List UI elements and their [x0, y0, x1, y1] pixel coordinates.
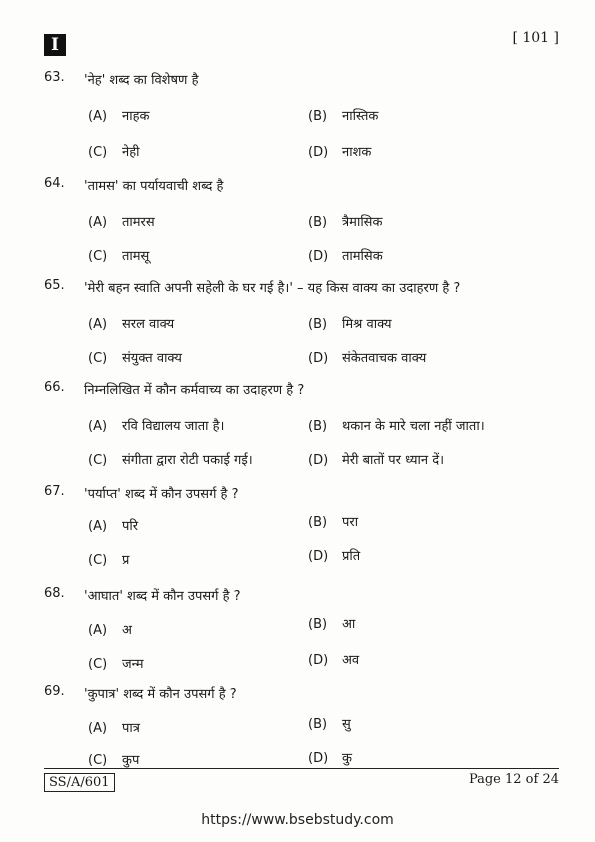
option-c: (C) जन्म: [88, 657, 144, 672]
option-d: (D) प्रति: [308, 549, 361, 564]
question-text: निम्नलिखित में कौन कर्मवाच्य का उदाहरण है ?: [84, 383, 305, 398]
option-d: (D) मेरी बातों पर ध्यान दें।: [308, 453, 445, 468]
option-b: (B) मिश्र वाक्य: [308, 317, 392, 332]
question-number: 69.: [44, 684, 65, 699]
option-a: (A) नाहक: [88, 109, 150, 124]
option-c: (C) नेही: [88, 145, 140, 160]
paper-code: SS/A/601: [44, 773, 115, 792]
option-c: (C) संगीता द्वारा रोटी पकाई गई।: [88, 453, 253, 468]
option-b: (B) सु: [308, 717, 351, 732]
option-a: (A) अ: [88, 623, 132, 638]
question-text: 'मेरी बहन स्वाति अपनी सहेली के घर गई है।' – यह किस वाक्य का उदाहरण है ?: [84, 281, 461, 296]
option-a: (A) सरल वाक्य: [88, 317, 175, 332]
question-number: 68.: [44, 586, 65, 601]
question-number: 65.: [44, 278, 65, 293]
option-a: (A) पात्र: [88, 721, 140, 736]
option-b: (B) नास्तिक: [308, 109, 379, 124]
question-number: 67.: [44, 484, 65, 499]
question-text: 'पर्याप्त' शब्द में कौन उपसर्ग है ?: [84, 487, 239, 502]
question-number: 66.: [44, 380, 65, 395]
option-d: (D) संकेतवाचक वाक्य: [308, 351, 427, 366]
option-d: (D) अव: [308, 653, 360, 668]
option-d: (D) नाशक: [308, 145, 372, 160]
option-a: (A) तामरस: [88, 215, 155, 230]
question-text: 'तामस' का पर्यायवाची शब्द है: [84, 179, 224, 194]
option-d: (D) तामसिक: [308, 249, 383, 264]
page-counter: Page 12 of 24: [468, 772, 559, 787]
option-c: (C) कुप: [88, 753, 140, 768]
footer-divider: [44, 768, 559, 769]
question-number: 63.: [44, 70, 65, 85]
option-b: (B) त्रैमासिक: [308, 215, 383, 230]
option-a: (A) रवि विद्यालय जाता है।: [88, 419, 225, 434]
option-a: (A) परि: [88, 519, 139, 534]
option-b: (B) आ: [308, 617, 356, 632]
source-url: https://www.bsebstudy.com: [201, 812, 394, 828]
option-c: (C) संयुक्त वाक्य: [88, 351, 182, 366]
option-c: (C) प्र: [88, 553, 130, 568]
page-number: [ 101 ]: [512, 30, 559, 46]
option-c: (C) तामसू: [88, 249, 150, 264]
question-number: 64.: [44, 176, 65, 191]
option-b: (B) थकान के मारे चला नहीं जाता।: [308, 419, 485, 434]
question-text: 'कुपात्र' शब्द में कौन उपसर्ग है ?: [84, 687, 237, 702]
option-d: (D) कु: [308, 751, 352, 766]
question-text: 'नेह' शब्द का विशेषण है: [84, 73, 199, 88]
option-b: (B) परा: [308, 515, 359, 530]
set-label: I: [44, 34, 66, 56]
question-text: 'आघात' शब्द में कौन उपसर्ग है ?: [84, 589, 241, 604]
